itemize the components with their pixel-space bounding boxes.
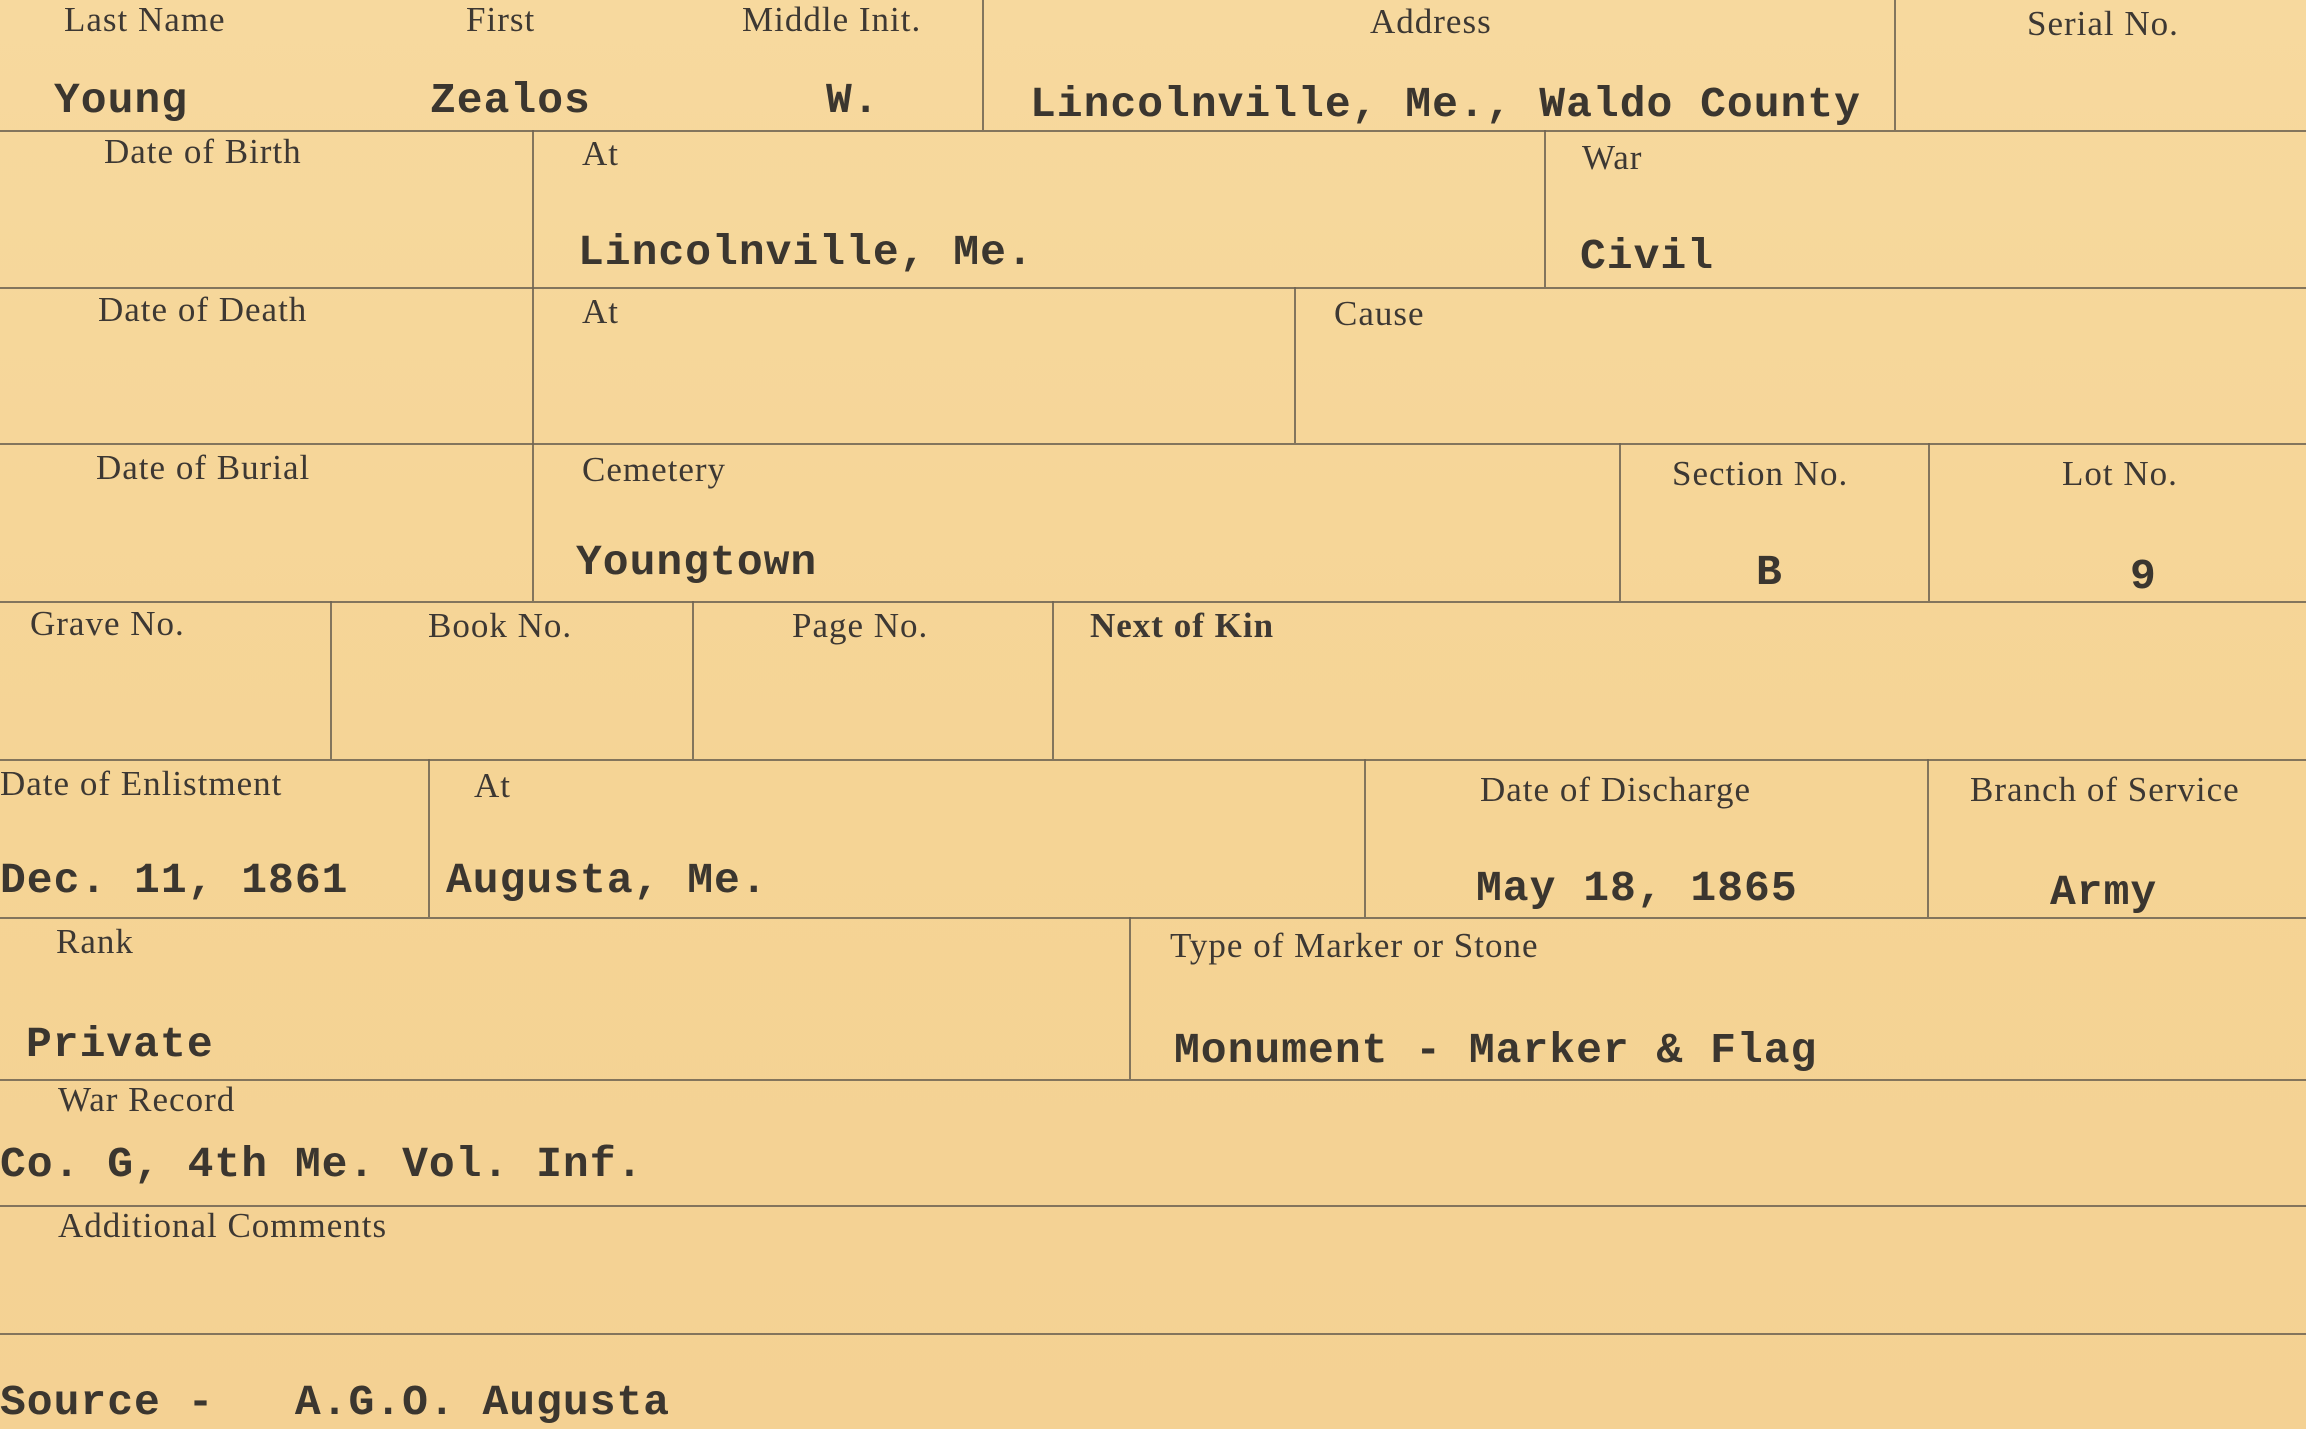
- label-cause: Cause: [1334, 294, 1425, 333]
- column-divider: [1619, 443, 1621, 601]
- column-divider: [428, 759, 430, 917]
- label-grave-no: Grave No.: [30, 604, 185, 643]
- label-first: First: [466, 0, 536, 39]
- value-rank: Private: [26, 1020, 214, 1069]
- column-divider: [532, 130, 534, 287]
- label-date-of-burial: Date of Burial: [96, 448, 311, 487]
- label-lot-no: Lot No.: [2062, 454, 2178, 493]
- value-source: Source - A.G.O. Augusta: [0, 1378, 671, 1427]
- label-middle-init: Middle Init.: [742, 0, 922, 39]
- label-rank: Rank: [56, 922, 134, 961]
- row-divider: [0, 1079, 2306, 1081]
- value-cemetery: Youngtown: [576, 538, 818, 587]
- column-divider: [1927, 759, 1929, 917]
- label-branch-of-service: Branch of Service: [1970, 770, 2240, 809]
- row-divider: [0, 130, 2306, 132]
- value-enlist-place: Augusta, Me.: [446, 856, 768, 905]
- column-divider: [1052, 601, 1054, 759]
- label-book-no: Book No.: [428, 606, 573, 645]
- label-section-no: Section No.: [1672, 454, 1849, 493]
- column-divider: [330, 601, 332, 759]
- column-divider: [532, 287, 534, 443]
- value-first-name: Zealos: [430, 76, 591, 125]
- value-date-of-enlistment: Dec. 11, 1861: [0, 856, 349, 905]
- label-death-at: At: [582, 292, 619, 331]
- column-divider: [1364, 759, 1366, 917]
- row-divider: [0, 917, 2306, 919]
- label-address: Address: [1370, 2, 1492, 41]
- label-type-of-marker: Type of Marker or Stone: [1170, 926, 1539, 965]
- label-date-of-discharge: Date of Discharge: [1480, 770, 1751, 809]
- label-next-of-kin: Next of Kin: [1090, 606, 1275, 645]
- column-divider: [1928, 443, 1930, 601]
- row-divider: [0, 287, 2306, 289]
- column-divider: [1129, 917, 1131, 1079]
- label-additional-comments: Additional Comments: [58, 1206, 388, 1245]
- value-birth-place: Lincolnville, Me.: [578, 228, 1034, 277]
- label-war: War: [1582, 138, 1643, 177]
- value-lot-no: 9: [2130, 552, 2157, 601]
- column-divider: [1544, 130, 1546, 287]
- label-date-of-death: Date of Death: [98, 290, 308, 329]
- value-last-name: Young: [54, 76, 189, 125]
- label-cemetery: Cemetery: [582, 450, 727, 489]
- row-divider: [0, 759, 2306, 761]
- label-date-of-birth: Date of Birth: [104, 132, 302, 171]
- label-last-name: Last Name: [64, 0, 226, 39]
- label-page-no: Page No.: [792, 606, 929, 645]
- column-divider: [982, 0, 984, 130]
- value-section-no: B: [1756, 548, 1783, 597]
- column-divider: [692, 601, 694, 759]
- row-divider: [0, 443, 2306, 445]
- label-serial-no: Serial No.: [2027, 4, 2179, 43]
- row-divider: [0, 601, 2306, 603]
- value-middle-init: W.: [826, 76, 880, 125]
- label-date-of-enlistment: Date of Enlistment: [0, 764, 283, 803]
- label-birth-at: At: [582, 134, 619, 173]
- column-divider: [1294, 287, 1296, 443]
- column-divider: [1894, 0, 1896, 130]
- row-divider: [0, 1333, 2306, 1335]
- value-date-of-discharge: May 18, 1865: [1476, 864, 1798, 913]
- value-war-record: Co. G, 4th Me. Vol. Inf.: [0, 1140, 644, 1189]
- column-divider: [532, 443, 534, 601]
- label-enlist-at: At: [474, 766, 511, 805]
- value-war: Civil: [1580, 232, 1715, 281]
- value-address: Lincolnville, Me., Waldo County: [1030, 80, 1861, 129]
- label-war-record: War Record: [58, 1080, 236, 1119]
- value-type-of-marker: Monument - Marker & Flag: [1174, 1026, 1818, 1075]
- value-branch-of-service: Army: [2050, 868, 2158, 917]
